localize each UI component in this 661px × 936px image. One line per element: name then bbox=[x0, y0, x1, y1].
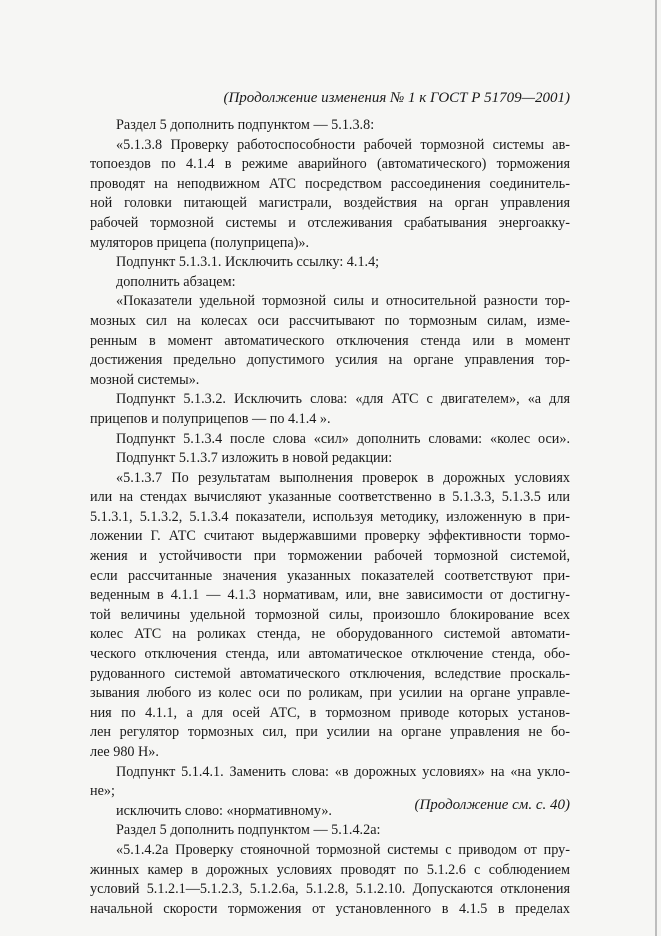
text-line: ческого отключения стенда, или автоматическое отключение стенда, обо- bbox=[90, 646, 570, 663]
text-line: Подпункт 5.1.4.1. Заменить слова: «в дорожных условиях» на «на укло- bbox=[116, 763, 570, 780]
text-line: «5.1.4.2а Проверку стояночной тормозной системы с приводом от пру- bbox=[116, 841, 570, 858]
text-line: «5.1.3.8 Проверку работоспособности рабочей тормозной системы ав- bbox=[116, 136, 570, 153]
text-line: исключить слово: «нормативному». bbox=[116, 802, 332, 819]
text-line: ной головки питающей магистрали, воздействия на орган управления bbox=[90, 195, 570, 212]
text-line: жения и устойчивости при торможении рабочей тормозной системой, bbox=[90, 548, 570, 565]
text-line: условий 5.1.2.1—5.1.2.3, 5.1.2.6а, 5.1.2.8, 5.1.2.10. Допускаются отклонения bbox=[90, 881, 570, 898]
text-line: мозной системы». bbox=[90, 371, 200, 388]
text-line: ренным в момент автоматического отключения стенда или в момент bbox=[90, 332, 570, 349]
text-line: жинных камер в дорожных условиях проводят по 5.1.2.6 с соблюдением bbox=[90, 861, 570, 878]
text-line: 5.1.3.1, 5.1.3.2, 5.1.3.4 показатели, используя методику, изложенную в при- bbox=[90, 508, 570, 525]
text-line: «Показатели удельной тормозной силы и относительной разности тор- bbox=[116, 293, 570, 310]
text-line: не»; bbox=[90, 783, 115, 800]
text-line: если рассчитанные значения указанных показателей соответствуют при- bbox=[90, 567, 570, 584]
text-line: Подпункт 5.1.3.1. Исключить ссылку: 4.1.4; bbox=[116, 254, 380, 271]
text-line: Раздел 5 дополнить подпунктом — 5.1.4.2а: bbox=[116, 822, 381, 839]
continuation-header: (Продолжение изменения № 1 к ГОСТ Р 51709—2001) bbox=[223, 90, 570, 106]
text-line: Раздел 5 дополнить подпунктом — 5.1.3.8: bbox=[116, 117, 375, 133]
text-line: мозных сил на колесах оси рассчитывают по тормозным силам, изме- bbox=[90, 312, 570, 329]
text-line: лее 980 Н». bbox=[90, 744, 159, 760]
text-line: лен регулятор тормозных сил, при усилии на органе управления не бо- bbox=[90, 724, 570, 741]
text-line: дополнить абзацем: bbox=[116, 273, 236, 290]
text-line: достижения предельно допустимого усилия на органе управления тор- bbox=[90, 352, 570, 369]
text-line: «5.1.3.7 По результатам выполнения проверок в дорожных условиях bbox=[116, 469, 570, 486]
text-line: колес АТС на роликах стенда, не оборудованного системой автомати- bbox=[90, 626, 570, 643]
scan-edge-mark bbox=[655, 0, 657, 936]
text-line: начальной скорости торможения от установленного в 4.1.5 в пределах bbox=[90, 900, 570, 917]
text-line: Подпункт 5.1.3.7 изложить в новой редакции: bbox=[116, 450, 393, 467]
text-line: или на стендах вычисляют указанные соответственно в 5.1.3.3, 5.1.3.5 или bbox=[90, 489, 570, 506]
text-line: ложении Г. АТС считают выдержавшими проверку эффективности тормо- bbox=[90, 528, 570, 545]
text-line: топоездов по 4.1.4 в режиме аварийного (автоматического) торможения bbox=[90, 156, 570, 173]
text-line: Подпункт 5.1.3.4 после слова «сил» дополнить словами: «колес оси». bbox=[116, 430, 570, 447]
continuation-footer: (Продолжение см. с. 40) bbox=[414, 797, 570, 813]
text-line: веденным в 4.1.1 — 4.1.3 нормативам, или, вне зависимости от достигну- bbox=[90, 587, 570, 604]
text-line: ния по 4.1.1, а для осей АТС, в тормозном приводе которых установ- bbox=[90, 704, 570, 721]
text-line: зывания любого из колес оси по роликам, при усилии на органе управле- bbox=[90, 685, 570, 702]
text-line: той величины удельной тормозной силы, произошло блокирование всех bbox=[90, 606, 570, 623]
text-line: рудованного системой автоматического отключения, вследствие проскаль- bbox=[90, 665, 570, 682]
text-line: рабочей тормозной системы и отслеживания срабатывания энергоакку- bbox=[90, 214, 570, 231]
text-line: проводят на неподвижном АТС посредством рассоединения соединитель- bbox=[90, 175, 570, 192]
text-line: Подпункт 5.1.3.2. Исключить слова: «для АТС с двигателем», «а для bbox=[116, 391, 570, 408]
text-line: муляторов прицепа (полуприцепа)». bbox=[90, 234, 310, 251]
text-line: прицепов и полуприцепов — по 4.1.4 ». bbox=[90, 410, 331, 427]
